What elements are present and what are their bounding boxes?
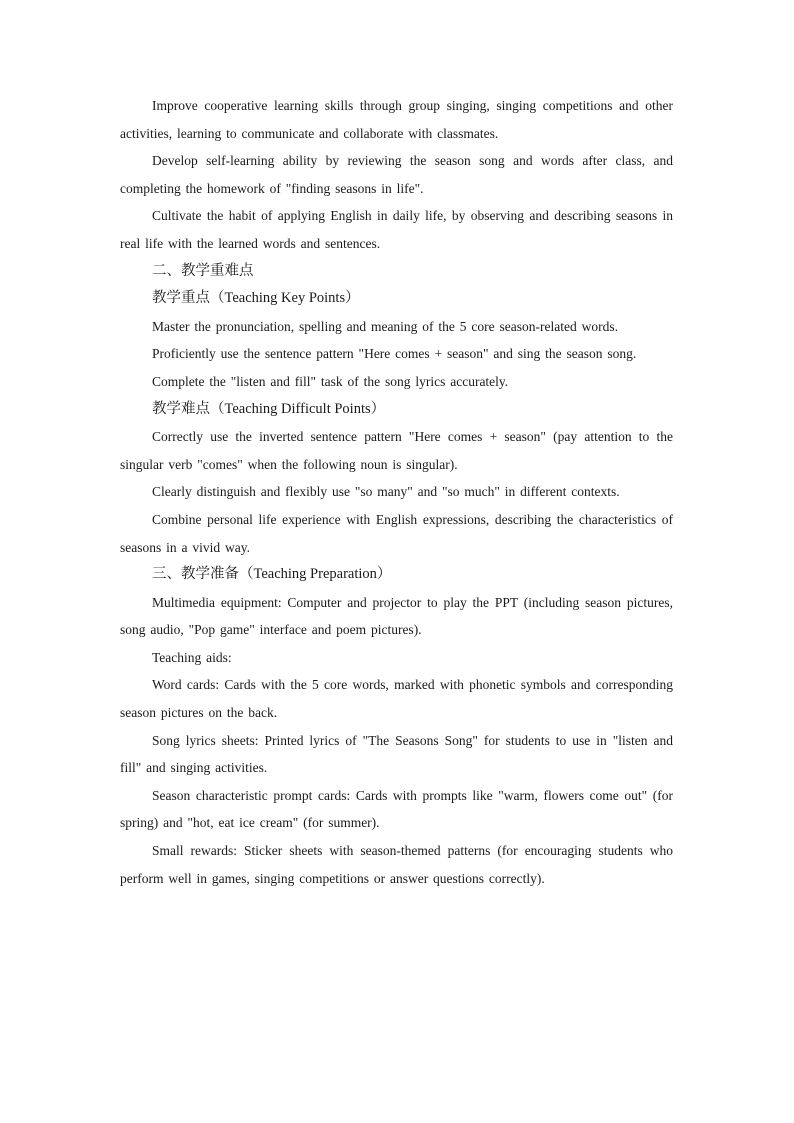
paragraph: Master the pronunciation, spelling and meaning of the 5 core season-related words. <box>152 318 618 334</box>
paragraph: Develop self-learning ability by reviewing the season song and words after class, and completing the homework of "finding seasons in life". <box>120 153 673 196</box>
paragraph: Cultivate the habit of applying English in daily life, by observing and describing seasons in real life with the learned words and sentences. <box>120 208 673 251</box>
section-heading: 三、教学准备（Teaching Preparation） <box>152 566 392 583</box>
paragraph: Season characteristic prompt cards: Cards with prompts like "warm, flowers come out" (for spring) and "hot, eat ice cream" (for summer). <box>120 787 673 831</box>
subsection-heading: 教学难点（Teaching Difficult Points） <box>152 400 386 417</box>
paragraph: Teaching aids: <box>152 649 232 665</box>
subsection-heading: 教学重点（Teaching Key Points） <box>152 290 360 307</box>
paragraph: Proficiently use the sentence pattern "Here comes + season" and sing the season song. <box>152 346 637 362</box>
document-page <box>120 92 673 892</box>
paragraph: Multimedia equipment: Computer and projector to play the PPT (including season pictures, song audio, "Pop game" interface and poem pictures). <box>120 594 673 638</box>
paragraph: Word cards: Cards with the 5 core words, marked with phonetic symbols and corresponding season pictures on the back. <box>120 677 673 721</box>
paragraph: Clearly distinguish and flexibly use "so many" and "so much" in different contexts. <box>152 484 620 500</box>
paragraph: Song lyrics sheets: Printed lyrics of "The Seasons Song" for students to use in "listen and fill" and singing activities. <box>120 732 673 776</box>
paragraph: Small rewards: Sticker sheets with season-themed patterns (for encouraging students who perform well in games, singing competitions or answer questions correctly). <box>120 843 673 886</box>
paragraph: Improve cooperative learning skills through group singing, singing competitions and other activities, learning to communicate and collaborate with classmates. <box>120 98 673 141</box>
paragraph: Combine personal life experience with English expressions, describing the characteristics of seasons in a vivid way. <box>120 511 673 555</box>
paragraph: Correctly use the inverted sentence pattern "Here comes + season" (pay attention to the singular verb "comes" when the following noun is singular). <box>120 429 673 472</box>
paragraph: Complete the "listen and fill" task of the song lyrics accurately. <box>152 373 509 389</box>
section-heading: 二、教学重难点 <box>152 262 254 279</box>
